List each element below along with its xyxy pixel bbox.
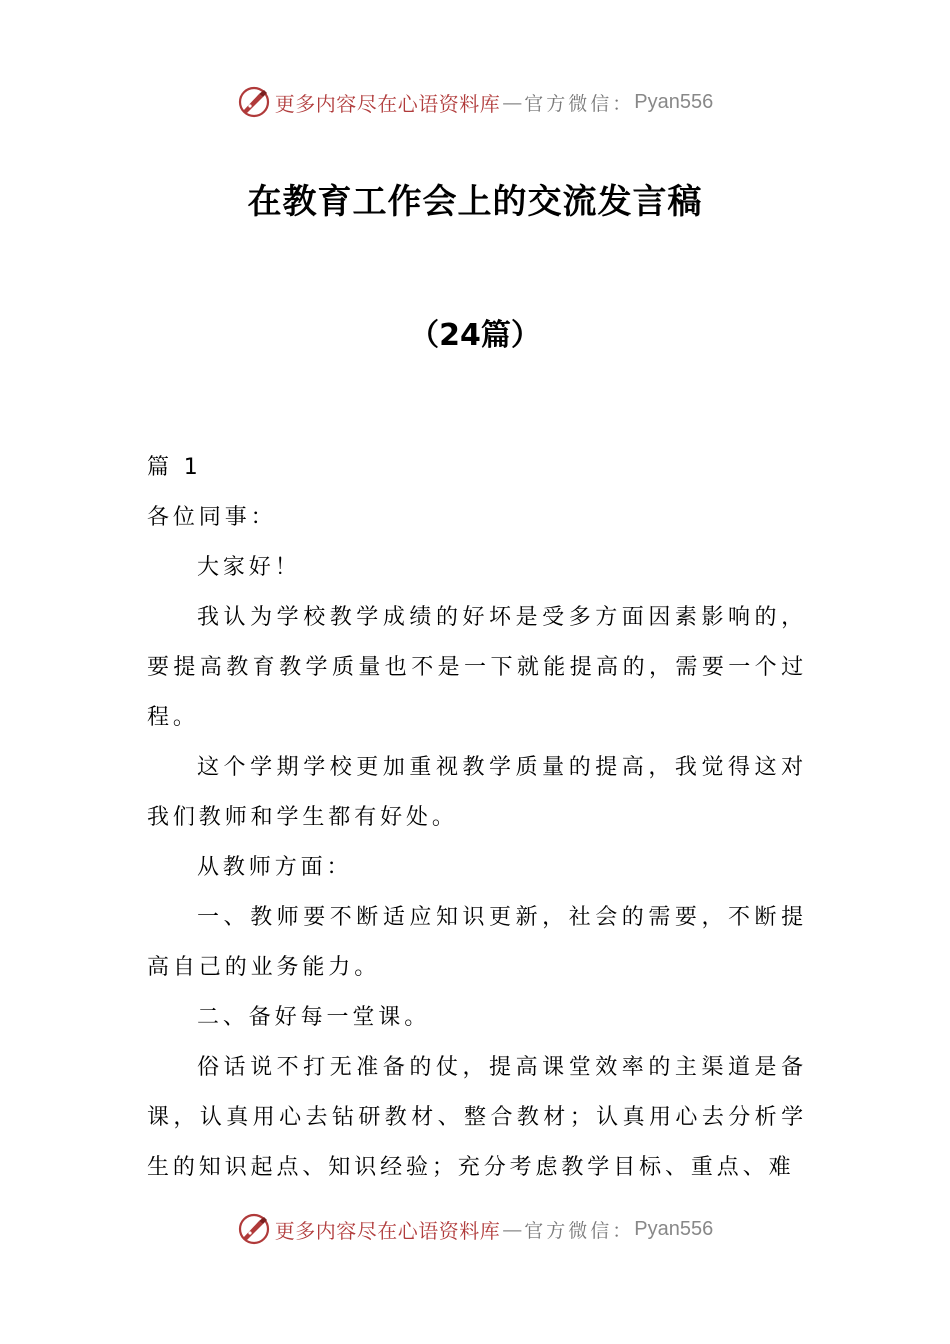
paragraph: 这个学期学校更加重视教学质量的提高，我觉得这对我们教师和学生都有好处。: [147, 755, 807, 830]
wechat-label: 官方微信：: [524, 1219, 635, 1242]
document-body: [147, 443, 807, 1193]
pen-nib-circle-icon: [237, 85, 271, 119]
paragraph: 俗话说不打无准备的仗，提高课堂效率的主渠道是备课，认真用心去钻研教材、整合教材；认真用心去分析学生的知识起点、知识经验；充分考虑教学目标、重点、难: [147, 1055, 807, 1180]
paragraph: 我认为学校教学成绩的好坏是受多方面因素影响的，要提高教育教学质量也不是一下就能提高的，需要一个过程。: [147, 605, 807, 730]
banner-separator: —: [502, 90, 523, 114]
header-banner: [0, 82, 950, 122]
paragraph: 二、备好每一堂课。: [197, 1005, 431, 1030]
banner-separator: —: [502, 1217, 523, 1241]
banner-text: 更多内容尽在心语资料库: [274, 1218, 501, 1243]
salutation: 各位同事：: [147, 505, 277, 530]
pen-nib-circle-icon: [237, 1212, 271, 1246]
banner-text: 更多内容尽在心语资料库: [274, 91, 501, 116]
paragraph: 一、教师要不断适应知识更新，社会的需要，不断提高自己的业务能力。: [147, 905, 807, 980]
paragraph: 大家好！: [197, 555, 301, 580]
document-title: 在教育工作会上的交流发言稿: [247, 182, 703, 222]
document-subtitle: （24篇）: [409, 318, 541, 353]
footer-banner: [0, 1209, 950, 1249]
wechat-id: Pyan556: [634, 1217, 714, 1240]
section-label: 篇 1: [147, 455, 202, 480]
wechat-label: 官方微信：: [524, 92, 635, 115]
paragraph: 从教师方面：: [197, 855, 353, 880]
wechat-id: Pyan556: [634, 90, 714, 113]
